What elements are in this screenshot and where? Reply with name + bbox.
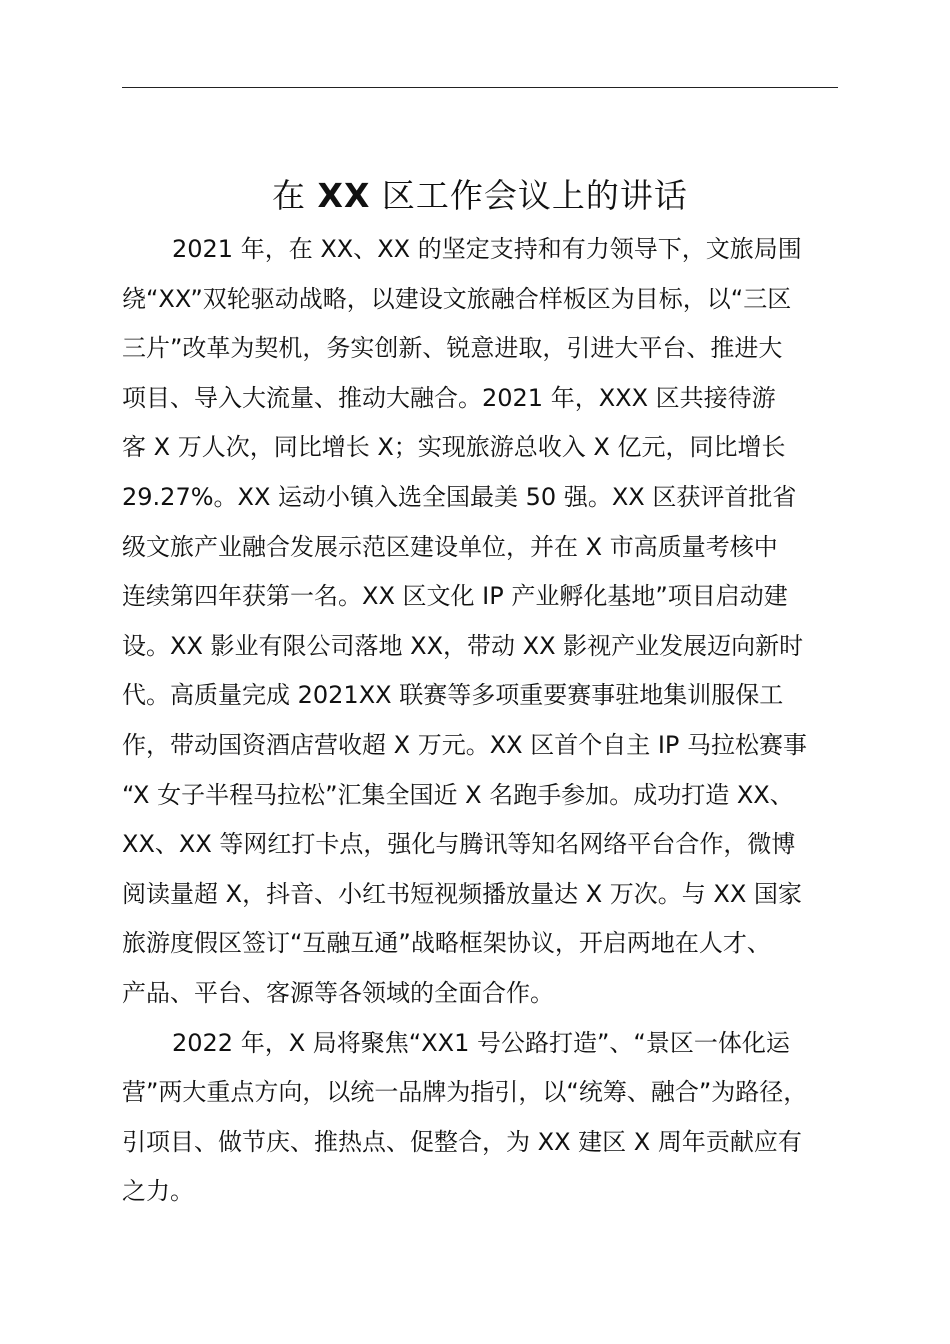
title-prefix: 在 — [272, 176, 318, 216]
header-rule — [122, 87, 838, 88]
paragraph-line: 项目、导入大流量、推动大融合。2021 年，XXX 区共接待游 — [122, 383, 776, 412]
paragraph-line: 2021 年，在 XX、XX 的坚定支持和有力领导下，文旅局围 — [172, 235, 802, 263]
paragraph-line: 营”两大重点方向，以统一品牌为指引，以“统筹、融合”为路径， — [122, 1078, 808, 1107]
paragraph-line: 旅游度假区签订“互融互通”战略框架协议，开启两地在人才、 — [122, 929, 771, 958]
title-suffix: 区工作会议上的讲话 — [370, 176, 688, 216]
paragraph-line: 三片”改革为契机，务实创新、锐意进取，引进大平台、推进大 — [122, 334, 783, 363]
paragraph-line: 代。高质量完成 2021XX 联赛等多项重要赛事驻地集训服保工 — [122, 681, 784, 710]
paragraph-line: 作，带动国资酒店营收超 X 万元。XX 区首个自主 IP 马拉松赛事 — [122, 730, 808, 759]
paragraph-line: 客 X 万人次，同比增长 X；实现旅游总收入 X 亿元，同比增长 — [122, 433, 786, 462]
paragraph-1 — [122, 225, 838, 1019]
paragraph-line: 29.27%。XX 运动小镇入选全国最美 50 强。XX 区获评首批省 — [122, 482, 797, 511]
document-title — [122, 172, 838, 220]
paragraph-line: 连续第四年获第一名。XX 区文化 IP 产业孵化基地”项目启动建 — [122, 582, 788, 611]
paragraph-line: 之力。 — [122, 1177, 194, 1206]
paragraph-line: 绕“XX”双轮驱动战略，以建设文旅融合样板区为目标，以“三区 — [122, 284, 792, 313]
paragraph-line: 2022 年，X 局将聚焦“XX1 号公路打造”、“景区一体化运 — [172, 1028, 790, 1057]
paragraph-line: 设。XX 影业有限公司落地 XX，带动 XX 影视产业发展迈向新时 — [122, 631, 804, 660]
paragraph-line: 产品、平台、客源等各领域的全面合作。 — [122, 978, 554, 1007]
paragraph-2 — [122, 1019, 838, 1217]
paragraph-line: XX、XX 等网红打卡点，强化与腾讯等知名网络平台合作，微博 — [122, 830, 796, 859]
paragraph-line: 引项目、做节庆、推热点、促整合，为 XX 建区 X 周年贡献应有 — [122, 1127, 802, 1156]
paragraph-line: “X 女子半程马拉松”汇集全国近 X 名跑手参加。成功打造 XX、 — [122, 780, 794, 809]
title-emphasis: XX — [317, 176, 371, 216]
document-body — [122, 225, 838, 1217]
paragraph-line: 阅读量超 X，抖音、小红书短视频播放量达 X 万次。与 XX 国家 — [122, 879, 802, 908]
paragraph-line: 级文旅产业融合发展示范区建设单位，并在 X 市高质量考核中 — [122, 532, 778, 561]
